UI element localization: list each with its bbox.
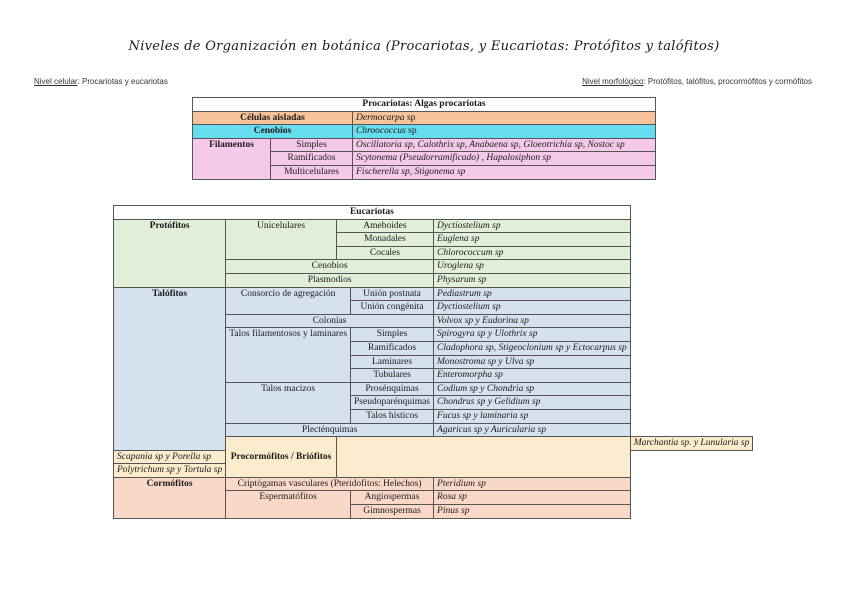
procormofitos-row-1: Marchantia sp. y Lunularia sp <box>630 437 753 451</box>
filamentos-simples-species: Oscillatoria sp, Calothrix sp, Anabaena sp, Gloeotrichia sp, Nostoc sp <box>353 138 656 152</box>
eucariotas-table <box>113 205 753 519</box>
cocales-label: Cocales <box>336 246 433 260</box>
angiospermas-label: Angiospermas <box>351 491 434 505</box>
talos-laminares-species: Monostroma sp y Ulva sp <box>434 355 631 369</box>
unicelulares-label: Unicelulares <box>226 219 337 260</box>
procormofitos-row-2: Scapania sp y Porella sp <box>114 450 226 464</box>
nivel-morfologico <box>582 77 812 86</box>
cenobios-species: Chroococcus sp <box>353 125 656 139</box>
talos-tubulares-label: Tubulares <box>351 369 434 383</box>
consorcio-label: Consorcio de agregación <box>226 287 351 314</box>
talos-simples-label: Simples <box>351 328 434 342</box>
procariotas-table <box>192 97 656 180</box>
union-postnata-species: Pediastrum sp <box>434 287 631 301</box>
plectenquimas-species: Agaricus sp y Auricularia sp <box>434 423 631 437</box>
plasmodios-species: Physarum sp <box>434 273 631 287</box>
union-congenita-label: Unión congénita <box>351 301 434 315</box>
prosenquimas-species: Codium sp y Chondria sp <box>434 382 631 396</box>
talos-macizos-label: Talos macizos <box>226 382 351 423</box>
nivel-morfologico-label: Nivel morfológico <box>582 77 644 86</box>
protofitos-label: Protófitos <box>114 219 226 287</box>
filamentos-ramificados-label: Ramificados <box>271 152 353 166</box>
prosenquimas-label: Prosénquimas <box>351 382 434 396</box>
talos-ramificados-species: Cladophora sp, Stigeoclonium sp y Ectocarpus sp <box>434 341 631 355</box>
cormofitos-label: Cormófitos <box>114 477 226 518</box>
gimnospermas-label: Gimnospermas <box>351 505 434 519</box>
ameboides-species: Dyctiostelium sp <box>434 219 631 233</box>
procormofitos-row-3: Polytrichum sp y Tortula sp <box>114 464 226 478</box>
filamentos-multicelulares-label: Multicelulares <box>271 165 353 179</box>
nivel-morfologico-value: : Protófitos, talófitos, procormófitos y cormófitos <box>643 77 812 86</box>
page-title: Niveles de Organización en botánica (Procariotas, y Eucariotas: Protófitos y talófitos) <box>128 39 720 54</box>
ameboides-label: Ameboides <box>336 219 433 233</box>
angiospermas-species: Rosa sp <box>434 491 631 505</box>
talofitos-label: Talófitos <box>114 287 226 450</box>
procariotas-header: Procariotas: Algas procariotas <box>193 98 656 112</box>
talos-histicos-label: Talos hísticos <box>351 409 434 423</box>
cocales-species: Chlorococcum sp <box>434 246 631 260</box>
plectenquimas-label: Plecténquimas <box>226 423 434 437</box>
filamentos-simples-label: Simples <box>271 138 353 152</box>
gimnospermas-species: Pinus sp <box>434 505 631 519</box>
pseudoparenquimas-label: Pseudoparénquimas <box>351 396 434 410</box>
protofitos-cenobios-label: Cenobios <box>226 260 434 274</box>
protofitos-cenobios-species: Uroglena sp <box>434 260 631 274</box>
celulas-aisladas-label: Células aisladas <box>193 111 353 125</box>
filamentos-ramificados-species: Scytonema (Pseudorramificado) , Hapalosiphon sp <box>353 152 656 166</box>
union-congenita-species: Dyctiostelium sp <box>434 301 631 315</box>
nivel-celular-label: Nivel celular <box>34 77 78 86</box>
eucariotas-header: Eucariotas <box>114 206 631 220</box>
monadales-species: Euglena sp <box>434 233 631 247</box>
plasmodios-label: Plasmodios <box>226 273 434 287</box>
talos-histicos-species: Fucus sp y laminaria sp <box>434 409 631 423</box>
talos-filamentosos-label: Talos filamentosos y laminares <box>226 328 351 382</box>
colonias-species: Volvox sp y Eudorina sp <box>434 314 631 328</box>
talos-laminares-label: Laminares <box>351 355 434 369</box>
talos-ramificados-label: Ramificados <box>351 341 434 355</box>
nivel-celular-value: : Procariotas y eucariotas <box>77 77 168 86</box>
filamentos-multicelulares-species: Fischerella sp, Stigonema sp <box>353 165 656 179</box>
espermatofitos-label: Espermatófitos <box>226 491 351 518</box>
procormofitos-label: Procormófitos / Briófitos <box>226 437 337 478</box>
talos-simples-species: Spirogyra sp y Ulothrix sp <box>434 328 631 342</box>
pseudoparenquimas-species: Chondrus sp y Gelidium sp <box>434 396 631 410</box>
cenobios-label: Cenobios <box>193 125 353 139</box>
celulas-aisladas-species: Dermocarpa sp <box>353 111 656 125</box>
criptogamas-species: Pteridium sp <box>434 477 631 491</box>
filamentos-label: Filamentos <box>193 138 271 179</box>
nivel-celular <box>34 77 168 86</box>
criptogamas-label: Criptógamas vasculares (Pteridofitos: Helechos) <box>226 477 434 491</box>
union-postnata-label: Unión postnata <box>351 287 434 301</box>
colonias-label: Colonias <box>226 314 434 328</box>
procormofitos-blank <box>336 437 630 478</box>
monadales-label: Monadales <box>336 233 433 247</box>
talos-tubulares-species: Enteromorpha sp <box>434 369 631 383</box>
